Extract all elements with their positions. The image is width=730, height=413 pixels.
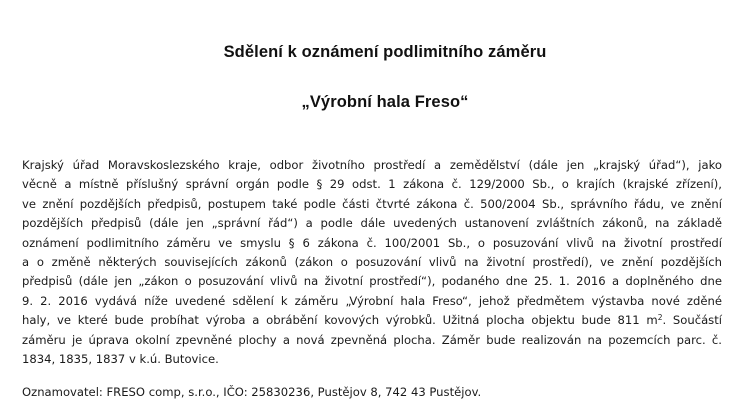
area-text-tail: . Součástí bbox=[662, 313, 722, 328]
paragraph-line: 1834, 1835, 1837 v k.ú. Butovice. bbox=[22, 352, 219, 367]
applicant-info: Oznamovatel: FRESO comp, s.r.o., IČO: 25830236, Pustějov 8, 742 43 Pustějov. bbox=[22, 385, 482, 399]
paragraph-line: pozdějších předpisů (dále jen „správní řád“) a podle dále uvedených ustanovení zvláštních zákonů, na základě bbox=[22, 216, 722, 231]
document-title: Sdělení k oznámení podlimitního záměru bbox=[223, 43, 547, 61]
paragraph-line: a o změně některých souvisejících zákonů (zákon o posuzování vlivů na životní prostředí), ve znění pozdějších bbox=[22, 255, 722, 270]
paragraph-line: záměru je úprava okolní zpevněné plochy a nová zpevněná plocha. Záměr bude realizován na pozemcích parc. č. bbox=[22, 332, 722, 347]
area-text: haly, ve které bude probíhat výroba a obrábění kovových výrobků. Užitná plocha objektu bude 811 m bbox=[22, 313, 658, 328]
paragraph-line: Krajský úřad Moravskoslezského kraje, odbor životního prostředí a zemědělství (dále jen „krajský úřad“), jako bbox=[22, 158, 722, 172]
paragraph-line: 9. 2. 2016 vydává níže uvedené sdělení k záměru „Výrobní hala Freso“, jehož předmětem výstavba nové zděné bbox=[22, 293, 722, 308]
paragraph-line: předpisů (dále jen „zákon o posuzování vlivů na životní prostředí“), podaného dne 25. 1. 2016 a doplněného dne bbox=[22, 274, 722, 289]
project-name-heading: „Výrobní hala Freso“ bbox=[301, 93, 469, 111]
paragraph-line: ve znění pozdějších předpisů, postupem také podle části čtvrté zákona č. 500/2004 Sb., správního řádu, ve znění bbox=[22, 196, 722, 211]
paragraph-line: oznámení podlimitního záměru ve smyslu § 6 zákona č. 100/2001 Sb., o posuzování vlivů na životní prostředí bbox=[22, 235, 722, 250]
paragraph-line: věcně a místně příslušný správní orgán podle § 29 odst. 1 zákona č. 129/2000 Sb., o krajích (krajské zřízení), bbox=[22, 177, 722, 192]
notice-paragraph bbox=[22, 156, 722, 369]
paragraph-line-area bbox=[22, 311, 722, 330]
area-unit-superscript: 2 bbox=[657, 313, 663, 323]
